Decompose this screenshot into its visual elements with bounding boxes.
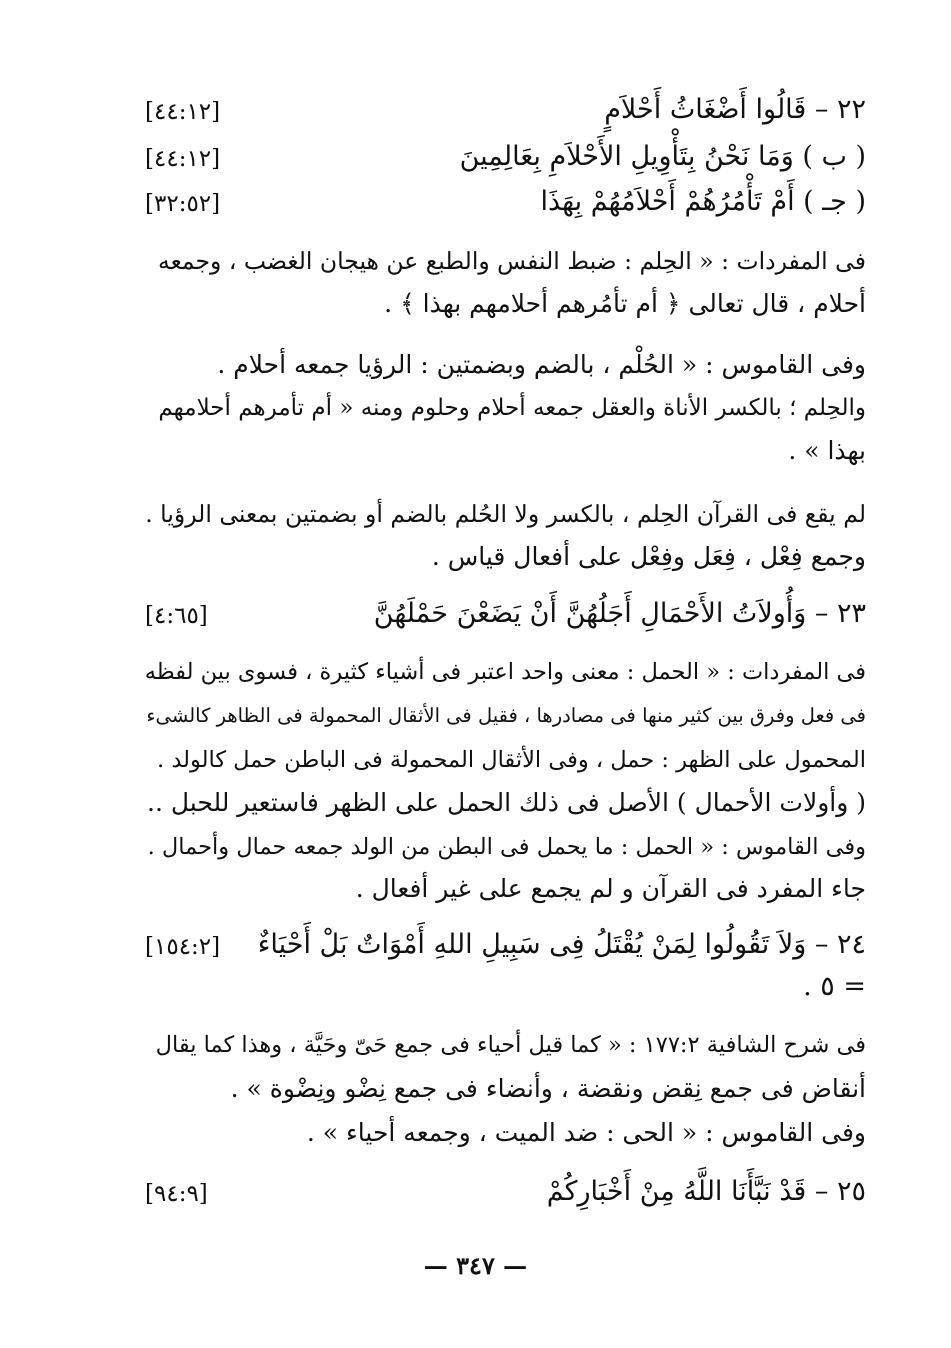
commentary-line: فى فعل وفرق بين كثير منها فى مصادرها ، فقيل فى الأثقال المحمولة فى الظاهر كالشىء bbox=[146, 704, 866, 727]
commentary-line: والحِلم ؛ بالكسر الأناة والعقل جمعه أحلام وحلوم ومنه « أم تأمرهم أحلامهم bbox=[158, 395, 866, 421]
page-number: — ٣٤٧ — bbox=[423, 1251, 528, 1280]
verse-line: ( جـ ) أَمْ تَأْمُرُهُمْ أَحْلاَمُهُمْ بِهَذَا bbox=[540, 186, 866, 217]
verse-line: = ٥ . bbox=[803, 971, 866, 1002]
commentary-line: وفى القاموس : « الحُلْم ، بالضم وبضمتين : الرؤيا جمعه أحلام . bbox=[217, 350, 866, 379]
verse-line: ٢٥ – قَدْ نَبَّأَنَا اللَّهُ مِنْ أَخْبَارِكُمْ bbox=[546, 1176, 866, 1207]
verse-reference: [١٥٤:٢] bbox=[145, 934, 221, 960]
commentary-line: أحلام ، قال تعالى ﴿ أم تأمُرهم أحلامهم بهذا ﴾ . bbox=[384, 289, 866, 318]
verse-line: ٢٤ – وَلاَ تَقُولُوا لِمَنْ يُقْتَلُ فِى سَبِيلِ اللهِ أَمْوَاتٌ بَلْ أَحْيَاءٌ bbox=[257, 929, 866, 960]
verse-reference: [٤:٦٥] bbox=[145, 603, 208, 629]
commentary-line: فى المفردات : « الحِلم : ضبط النفس والطبع عن هيجان الغضب ، وجمعه bbox=[157, 247, 866, 275]
verse-reference: [٩٤:٩] bbox=[145, 1181, 208, 1207]
verse-line: ٢٣ – وَأُولاَتُ الأَحْمَالِ أَجَلُهُنَّ أَنْ يَضَعْنَ حَمْلَهُنَّ bbox=[373, 598, 866, 629]
verse-reference: [٤٤:١٢] bbox=[145, 99, 221, 125]
commentary-line: وفى القاموس : « الحى : ضد الميت ، وجمعه أحياء » . bbox=[306, 1118, 866, 1147]
verse-line: ٢٢ – قَالُوا أَضْغَاثُ أَحْلاَمٍ bbox=[604, 94, 866, 125]
verse-line: ( ب ) وَمَا نَحْنُ بِتَأْوِيلِ الأَحْلاَمِ بِعَالِمِينَ bbox=[459, 141, 866, 172]
commentary-line: ( وأولات الأحمال ) الأصل فى ذلك الحمل على الظهر فاستعير للحبل .. bbox=[147, 788, 866, 817]
commentary-line: أنقاض فى جمع نِقض ونقضة ، وأنضاء فى جمع نِضْو ونِضْوة » . bbox=[230, 1074, 866, 1103]
commentary-line: المحمول على الظهر : حمل ، وفى الأثقال المحمولة فى الباطن حمل كالولد . bbox=[157, 747, 866, 773]
commentary-line: وجمع فِعْل ، فِعَل وفِعْل على أفعال قياس . bbox=[431, 542, 866, 571]
verse-reference: [٣٢:٥٢] bbox=[145, 191, 221, 217]
commentary-line: وفى القاموس : « الحمل : ما يحمل فى البطن من الولد جمعه حمال وأحمال . bbox=[147, 834, 866, 860]
commentary-line: جاء المفرد فى القرآن و لم يجمع على غير أفعال . bbox=[355, 874, 866, 903]
verse-reference: [٤٤:١٢] bbox=[145, 146, 221, 172]
commentary-line: لم يقع فى القرآن الحِلم ، بالكسر ولا الحُلم بالضم أو بضمتين بمعنى الرؤيا . bbox=[145, 500, 866, 528]
commentary-line: فى المفردات : « الحمل : معنى واحد اعتبر فى أشياء كثيرة ، فسوى بين لفظه bbox=[144, 659, 866, 685]
commentary-line: فى شرح الشافية ١٧٧:٢ : « كما قيل أحياء فى جمع حَىّ وحَيَّة ، وهذا كما يقال bbox=[155, 1032, 866, 1058]
commentary-line: بهذا » . bbox=[788, 436, 866, 465]
